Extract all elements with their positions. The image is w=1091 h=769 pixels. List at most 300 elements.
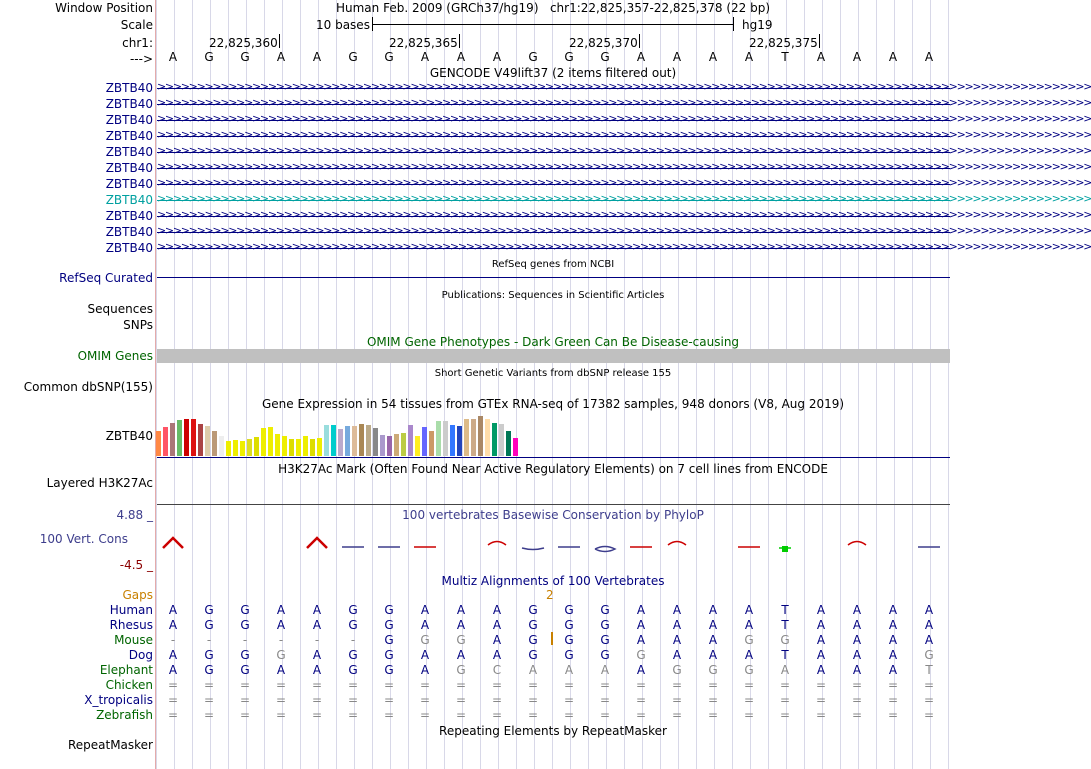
aligned-base: = bbox=[419, 708, 431, 722]
refseq-gene-line[interactable] bbox=[157, 277, 950, 278]
aligned-base: G bbox=[240, 663, 250, 677]
gtex-tissue-bar[interactable] bbox=[226, 441, 231, 456]
aligned-base: G bbox=[708, 663, 718, 677]
aligned-base: A bbox=[168, 618, 178, 632]
aligned-base: - bbox=[278, 633, 284, 647]
base-letter: A bbox=[276, 50, 286, 64]
aligned-base: G bbox=[672, 663, 682, 677]
aligned-base: C bbox=[492, 663, 502, 677]
aligned-base: A bbox=[456, 648, 466, 662]
aligned-base: A bbox=[852, 603, 862, 617]
aligned-base: = bbox=[311, 693, 323, 707]
gtex-tissue-bar[interactable] bbox=[436, 421, 441, 456]
aligned-base: = bbox=[887, 678, 899, 692]
aligned-base: A bbox=[492, 618, 502, 632]
aligned-base: A bbox=[888, 618, 898, 632]
gtex-tissue-bar[interactable] bbox=[156, 431, 161, 456]
aligned-base: = bbox=[527, 678, 539, 692]
aligned-base: A bbox=[276, 603, 286, 617]
aligned-base: A bbox=[708, 648, 718, 662]
aligned-base: A bbox=[924, 633, 934, 647]
aligned-base: = bbox=[527, 693, 539, 707]
aligned-base: A bbox=[276, 663, 286, 677]
gencode-transcript-line[interactable]: >>>>>>>>>>>>>>>>>>>>>>>>>>>>>>>>>>>>>>>>>>>>>>>>>>>>>>>>>>>>>>>>>>>>>>>>>>>>>>>>>>>>>>>>>>>>>>>>>>>>>>>>>>>>>>>>>>>>>> bbox=[157, 240, 1091, 253]
base-letter: A bbox=[924, 50, 934, 64]
gtex-tissue-bar[interactable] bbox=[191, 419, 196, 456]
base-letter: T bbox=[781, 50, 789, 64]
aligned-base: G bbox=[384, 648, 394, 662]
gencode-transcript-line[interactable]: >>>>>>>>>>>>>>>>>>>>>>>>>>>>>>>>>>>>>>>>>>>>>>>>>>>>>>>>>>>>>>>>>>>>>>>>>>>>>>>>>>>>>>>>>>>>>>>>>>>>>>>>>>>>>>>>>>>>>> bbox=[157, 96, 1091, 109]
aligned-base: A bbox=[744, 603, 754, 617]
aligned-base: G bbox=[384, 603, 394, 617]
aligned-base: A bbox=[852, 633, 862, 647]
aligned-base: A bbox=[672, 648, 682, 662]
h3k27ac-track-title: H3K27Ac Mark (Often Found Near Active Regulatory Elements) on 7 cell lines from ENCODE bbox=[278, 462, 828, 476]
aligned-base: = bbox=[455, 693, 467, 707]
aligned-base: G bbox=[204, 618, 214, 632]
gtex-tissue-bar[interactable] bbox=[254, 437, 259, 456]
window-position-label: Window Position bbox=[55, 1, 153, 15]
base-letter: G bbox=[564, 50, 574, 64]
aligned-base: A bbox=[816, 618, 826, 632]
species-label[interactable]: Elephant bbox=[99, 663, 153, 677]
base-letter: A bbox=[744, 50, 754, 64]
scale-text: 10 bases bbox=[316, 18, 370, 32]
base-letter: A bbox=[672, 50, 682, 64]
omim-label[interactable]: OMIM Genes bbox=[77, 349, 153, 363]
scale-label: Scale bbox=[120, 18, 153, 32]
aligned-base: = bbox=[851, 678, 863, 692]
aligned-base: T bbox=[781, 603, 789, 617]
refseq-track-title: RefSeq genes from NCBI bbox=[491, 259, 615, 270]
aligned-base: = bbox=[203, 693, 215, 707]
gtex-gene-line bbox=[157, 457, 950, 458]
gencode-transcript-line[interactable]: >>>>>>>>>>>>>>>>>>>>>>>>>>>>>>>>>>>>>>>>>>>>>>>>>>>>>>>>>>>>>>>>>>>>>>>>>>>>>>>>>>>>>>>>>>>>>>>>>>>>>>>>>>>>>>>>>>>>>> bbox=[157, 176, 1091, 189]
aligned-base: G bbox=[744, 663, 754, 677]
gtex-track-title: Gene Expression in 54 tissues from GTEx RNA-seq of 17382 samples, 948 donors (V8, Aug 2019) bbox=[261, 397, 845, 411]
aligned-base: G bbox=[240, 618, 250, 632]
aligned-base: - bbox=[350, 633, 356, 647]
aligned-base: = bbox=[455, 678, 467, 692]
aligned-base: A bbox=[168, 648, 178, 662]
aligned-base: G bbox=[456, 663, 466, 677]
gtex-tissue-bar[interactable] bbox=[408, 425, 413, 456]
aligned-base: = bbox=[275, 708, 287, 722]
aligned-base: = bbox=[671, 708, 683, 722]
gtex-tissue-bar[interactable] bbox=[359, 424, 364, 456]
gtex-tissue-bar[interactable] bbox=[317, 438, 322, 456]
aligned-base: G bbox=[564, 648, 574, 662]
aligned-base: A bbox=[852, 663, 862, 677]
gtex-tissue-bar[interactable] bbox=[352, 426, 357, 456]
aligned-base: = bbox=[347, 693, 359, 707]
gap-count: 2 bbox=[546, 588, 554, 602]
gtex-tissue-bar[interactable] bbox=[443, 421, 448, 456]
gtex-tissue-bar[interactable] bbox=[275, 434, 280, 456]
aligned-base: = bbox=[671, 678, 683, 692]
aligned-base: A bbox=[600, 663, 610, 677]
aligned-base: - bbox=[206, 633, 212, 647]
phylop-track-title: 100 vertebrates Basewise Conservation by PhyloP bbox=[402, 508, 704, 522]
snps-label[interactable]: SNPs bbox=[123, 318, 153, 332]
gtex-tissue-bar[interactable] bbox=[331, 425, 336, 456]
gencode-transcript-line[interactable]: >>>>>>>>>>>>>>>>>>>>>>>>>>>>>>>>>>>>>>>>>>>>>>>>>>>>>>>>>>>>>>>>>>>>>>>>>>>>>>>>>>>>>>>>>>>>>>>>>>>>>>>>>>>>>>>>>>>>>> bbox=[157, 160, 1091, 173]
gencode-transcript-line[interactable]: >>>>>>>>>>>>>>>>>>>>>>>>>>>>>>>>>>>>>>>>>>>>>>>>>>>>>>>>>>>>>>>>>>>>>>>>>>>>>>>>>>>>>>>>>>>>>>>>>>>>>>>>>>>>>>>>>>>>>> bbox=[157, 80, 1091, 93]
aligned-base: - bbox=[170, 633, 176, 647]
gtex-gene-label[interactable]: ZBTB40 bbox=[105, 429, 153, 443]
coordinate-tick bbox=[279, 34, 280, 48]
aligned-base: = bbox=[815, 693, 827, 707]
gencode-transcript-label[interactable]: ZBTB40 bbox=[105, 193, 153, 207]
aligned-base: = bbox=[239, 693, 251, 707]
aligned-base: A bbox=[744, 618, 754, 632]
aligned-base: = bbox=[311, 678, 323, 692]
aligned-base: A bbox=[852, 618, 862, 632]
gtex-tissue-bar[interactable] bbox=[184, 419, 189, 456]
aligned-base: G bbox=[204, 648, 214, 662]
phylop-score-mark bbox=[307, 538, 327, 548]
base-letter: G bbox=[240, 50, 250, 64]
aligned-base: A bbox=[276, 618, 286, 632]
gtex-tissue-bar[interactable] bbox=[338, 429, 343, 456]
aligned-base: A bbox=[636, 603, 646, 617]
aligned-base: = bbox=[635, 693, 647, 707]
aligned-base: = bbox=[563, 708, 575, 722]
scale-db: hg19 bbox=[742, 18, 773, 32]
gencode-transcript-label[interactable]: ZBTB40 bbox=[105, 113, 153, 127]
aligned-base: G bbox=[348, 648, 358, 662]
gtex-tissue-bar[interactable] bbox=[268, 427, 273, 456]
aligned-base: A bbox=[312, 663, 322, 677]
aligned-base: = bbox=[707, 678, 719, 692]
aligned-base: A bbox=[816, 648, 826, 662]
aligned-base: G bbox=[348, 603, 358, 617]
gtex-tissue-bar[interactable] bbox=[366, 425, 371, 456]
gtex-tissue-bar[interactable] bbox=[163, 427, 168, 456]
gtex-tissue-bar[interactable] bbox=[205, 426, 210, 456]
aligned-base: G bbox=[348, 618, 358, 632]
gtex-tissue-bar[interactable] bbox=[492, 423, 497, 456]
species-label[interactable]: Rhesus bbox=[109, 618, 153, 632]
scale-bar bbox=[372, 24, 733, 25]
aligned-base: A bbox=[456, 618, 466, 632]
gtex-tissue-bar[interactable] bbox=[457, 426, 462, 456]
aligned-base: = bbox=[743, 678, 755, 692]
aligned-base: A bbox=[708, 603, 718, 617]
gencode-transcript-line[interactable]: >>>>>>>>>>>>>>>>>>>>>>>>>>>>>>>>>>>>>>>>>>>>>>>>>>>>>>>>>>>>>>>>>>>>>>>>>>>>>>>>>>>>>>>>>>>>>>>>>>>>>>>>>>>>>>>>>>>>>> bbox=[157, 112, 1091, 125]
aligned-base: G bbox=[600, 603, 610, 617]
aligned-base: G bbox=[636, 648, 646, 662]
species-label[interactable]: Human bbox=[109, 603, 153, 617]
coordinate-label: 22,825,375 bbox=[749, 36, 818, 50]
gencode-track-title: GENCODE V49lift37 (2 items filtered out) bbox=[429, 66, 677, 80]
coordinate-label: 22,825,365 bbox=[389, 36, 458, 50]
aligned-base: G bbox=[744, 633, 754, 647]
omim-gene-bar[interactable] bbox=[157, 349, 950, 363]
species-label[interactable]: Chicken bbox=[105, 678, 153, 692]
aligned-base: A bbox=[420, 603, 430, 617]
cons-label[interactable]: 100 Vert. Cons bbox=[39, 532, 128, 546]
aligned-base: G bbox=[240, 648, 250, 662]
base-letter: A bbox=[888, 50, 898, 64]
aligned-base: = bbox=[815, 678, 827, 692]
aligned-base: = bbox=[779, 693, 791, 707]
aligned-base: T bbox=[781, 618, 789, 632]
aligned-base: A bbox=[420, 618, 430, 632]
species-label[interactable]: Zebrafish bbox=[96, 708, 153, 722]
aligned-base: = bbox=[779, 708, 791, 722]
gencode-transcript-line[interactable]: >>>>>>>>>>>>>>>>>>>>>>>>>>>>>>>>>>>>>>>>>>>>>>>>>>>>>>>>>>>>>>>>>>>>>>>>>>>>>>>>>>>>>>>>>>>>>>>>>>>>>>>>>>>>>>>>>>>>>> bbox=[157, 192, 1091, 205]
sequences-label[interactable]: Sequences bbox=[87, 302, 153, 316]
gencode-transcript-label[interactable]: ZBTB40 bbox=[105, 145, 153, 159]
chr-label: chr1: bbox=[122, 36, 153, 50]
aligned-base: A bbox=[492, 648, 502, 662]
species-label[interactable]: X_tropicalis bbox=[84, 693, 153, 707]
coordinate-tick bbox=[639, 34, 640, 48]
aligned-base: A bbox=[888, 648, 898, 662]
gencode-transcript-label[interactable]: ZBTB40 bbox=[105, 161, 153, 175]
gtex-tissue-bar[interactable] bbox=[499, 424, 504, 456]
aligned-base: G bbox=[924, 648, 934, 662]
aligned-base: G bbox=[348, 663, 358, 677]
aligned-base: = bbox=[167, 678, 179, 692]
aligned-base: = bbox=[923, 708, 935, 722]
aligned-base: A bbox=[168, 603, 178, 617]
aligned-base: G bbox=[420, 633, 430, 647]
aligned-base: = bbox=[383, 678, 395, 692]
aligned-base: T bbox=[781, 648, 789, 662]
gtex-tissue-bar[interactable] bbox=[422, 427, 427, 456]
gencode-transcript-label[interactable]: ZBTB40 bbox=[105, 225, 153, 239]
aligned-base: = bbox=[887, 708, 899, 722]
aligned-base: A bbox=[780, 663, 790, 677]
phylop-score-mark bbox=[488, 542, 506, 546]
aligned-base: = bbox=[275, 678, 287, 692]
aligned-base: = bbox=[527, 708, 539, 722]
aligned-base: G bbox=[456, 633, 466, 647]
repeatmasker-label[interactable]: RepeatMasker bbox=[67, 738, 153, 752]
gtex-tissue-bar[interactable] bbox=[310, 439, 315, 456]
aligned-base: A bbox=[924, 603, 934, 617]
aligned-base: A bbox=[744, 648, 754, 662]
gtex-tissue-bar[interactable] bbox=[247, 439, 252, 456]
gtex-tissue-bar[interactable] bbox=[233, 440, 238, 456]
common-dbsnp-label[interactable]: Common dbSNP(155) bbox=[23, 380, 153, 394]
gtex-tissue-bar[interactable] bbox=[471, 419, 476, 456]
base-letter: A bbox=[420, 50, 430, 64]
gtex-tissue-bar[interactable] bbox=[303, 436, 308, 456]
species-label[interactable]: Dog bbox=[128, 648, 153, 662]
aligned-base: G bbox=[600, 648, 610, 662]
gtex-tissue-bar[interactable] bbox=[373, 428, 378, 456]
aligned-base: A bbox=[420, 648, 430, 662]
base-letter: A bbox=[168, 50, 178, 64]
aligned-base: A bbox=[312, 648, 322, 662]
gtex-tissue-bar[interactable] bbox=[478, 416, 483, 456]
aligned-base: G bbox=[528, 633, 538, 647]
aligned-base: A bbox=[492, 633, 502, 647]
phylop-score-mark bbox=[163, 538, 183, 548]
aligned-base: = bbox=[347, 708, 359, 722]
aligned-base: = bbox=[599, 678, 611, 692]
gtex-tissue-bar[interactable] bbox=[177, 420, 182, 456]
gtex-tissue-bar[interactable] bbox=[464, 419, 469, 456]
aligned-base: G bbox=[564, 603, 574, 617]
gtex-tissue-bar[interactable] bbox=[387, 436, 392, 456]
gtex-tissue-bar[interactable] bbox=[170, 423, 175, 456]
refseq-label[interactable]: RefSeq Curated bbox=[59, 271, 153, 285]
aligned-base: = bbox=[923, 678, 935, 692]
gencode-transcript-label[interactable]: ZBTB40 bbox=[105, 209, 153, 223]
aligned-base: A bbox=[672, 618, 682, 632]
aligned-base: A bbox=[672, 633, 682, 647]
gtex-tissue-bar[interactable] bbox=[401, 433, 406, 456]
gencode-transcript-label[interactable]: ZBTB40 bbox=[105, 241, 153, 255]
aligned-base: = bbox=[635, 678, 647, 692]
gtex-tissue-bar[interactable] bbox=[219, 436, 224, 456]
base-letter: A bbox=[312, 50, 322, 64]
aligned-base: = bbox=[563, 678, 575, 692]
aligned-base: A bbox=[168, 663, 178, 677]
base-letter: A bbox=[816, 50, 826, 64]
aligned-base: A bbox=[888, 603, 898, 617]
gencode-transcript-label[interactable]: ZBTB40 bbox=[105, 129, 153, 143]
species-label[interactable]: Mouse bbox=[114, 633, 153, 647]
cons-max: 4.88 _ bbox=[116, 508, 153, 522]
gtex-tissue-bar[interactable] bbox=[240, 441, 245, 456]
aligned-base: A bbox=[672, 603, 682, 617]
aligned-base: G bbox=[528, 603, 538, 617]
base-letter: G bbox=[600, 50, 610, 64]
gtex-tissue-bar[interactable] bbox=[289, 439, 294, 456]
aligned-base: G bbox=[600, 618, 610, 632]
gtex-tissue-bar[interactable] bbox=[429, 431, 434, 456]
aligned-base: = bbox=[851, 693, 863, 707]
aligned-base: = bbox=[599, 708, 611, 722]
gtex-tissue-bar[interactable] bbox=[345, 426, 350, 456]
aligned-base: = bbox=[491, 678, 503, 692]
insertion-marker bbox=[551, 632, 553, 645]
rmsk-track-title: Repeating Elements by RepeatMasker bbox=[439, 724, 667, 738]
gaps-label: Gaps bbox=[122, 588, 153, 602]
phylop-highlight-mark bbox=[782, 546, 788, 552]
gencode-transcript-label[interactable]: ZBTB40 bbox=[105, 97, 153, 111]
aligned-base: A bbox=[312, 603, 322, 617]
aligned-base: = bbox=[203, 678, 215, 692]
base-letter: A bbox=[492, 50, 502, 64]
aligned-base: = bbox=[275, 693, 287, 707]
base-letter: A bbox=[852, 50, 862, 64]
aligned-base: A bbox=[924, 618, 934, 632]
gtex-tissue-bar[interactable] bbox=[296, 439, 301, 456]
aligned-base: G bbox=[528, 618, 538, 632]
gtex-tissue-bar[interactable] bbox=[415, 436, 420, 456]
base-letter: A bbox=[456, 50, 466, 64]
aligned-base: G bbox=[204, 663, 214, 677]
aligned-base: = bbox=[851, 708, 863, 722]
gencode-transcript-line[interactable]: >>>>>>>>>>>>>>>>>>>>>>>>>>>>>>>>>>>>>>>>>>>>>>>>>>>>>>>>>>>>>>>>>>>>>>>>>>>>>>>>>>>>>>>>>>>>>>>>>>>>>>>>>>>>>>>>>>>>>> bbox=[157, 128, 1091, 141]
coordinate-tick bbox=[819, 34, 820, 48]
coordinate-label: 22,825,370 bbox=[569, 36, 638, 50]
aligned-base: A bbox=[456, 603, 466, 617]
aligned-base: A bbox=[816, 663, 826, 677]
aligned-base: = bbox=[491, 693, 503, 707]
aligned-base: = bbox=[167, 708, 179, 722]
aligned-base: = bbox=[707, 708, 719, 722]
h3k27ac-baseline bbox=[157, 504, 950, 505]
aligned-base: A bbox=[420, 663, 430, 677]
aligned-base: = bbox=[491, 708, 503, 722]
aligned-base: = bbox=[347, 678, 359, 692]
scale-right-tick bbox=[733, 17, 734, 31]
phylop-score-mark bbox=[848, 542, 866, 546]
gtex-tissue-bar[interactable] bbox=[506, 431, 511, 456]
aligned-base: A bbox=[636, 618, 646, 632]
aligned-base: = bbox=[923, 693, 935, 707]
window-position bbox=[156, 1, 950, 15]
phylop-score-mark bbox=[668, 542, 686, 546]
gtex-tissue-bar[interactable] bbox=[394, 434, 399, 456]
assembly-text: Human Feb. 2009 (GRCh37/hg19) bbox=[335, 1, 539, 15]
gtex-tissue-bar[interactable] bbox=[282, 436, 287, 456]
aligned-base: G bbox=[204, 603, 214, 617]
gtex-tissue-bar[interactable] bbox=[324, 425, 329, 456]
gencode-transcript-line[interactable]: >>>>>>>>>>>>>>>>>>>>>>>>>>>>>>>>>>>>>>>>>>>>>>>>>>>>>>>>>>>>>>>>>>>>>>>>>>>>>>>>>>>>>>>>>>>>>>>>>>>>>>>>>>>>>>>>>>>>>> bbox=[157, 144, 1091, 157]
aligned-base: A bbox=[636, 663, 646, 677]
aligned-base: A bbox=[708, 633, 718, 647]
gencode-transcript-label[interactable]: ZBTB40 bbox=[105, 177, 153, 191]
aligned-base: T bbox=[925, 663, 933, 677]
gencode-transcript-line[interactable]: >>>>>>>>>>>>>>>>>>>>>>>>>>>>>>>>>>>>>>>>>>>>>>>>>>>>>>>>>>>>>>>>>>>>>>>>>>>>>>>>>>>>>>>>>>>>>>>>>>>>>>>>>>>>>>>>>>>>>> bbox=[157, 208, 1091, 221]
aligned-base: G bbox=[780, 633, 790, 647]
aligned-base: G bbox=[384, 663, 394, 677]
gtex-tissue-bar[interactable] bbox=[261, 428, 266, 456]
base-letter: G bbox=[528, 50, 538, 64]
phylop-graph[interactable] bbox=[156, 528, 950, 568]
coordinate-label: 22,825,360 bbox=[209, 36, 278, 50]
aligned-base: = bbox=[743, 693, 755, 707]
strand-arrow: ---> bbox=[129, 52, 153, 66]
aligned-base: A bbox=[492, 603, 502, 617]
h3k27ac-label[interactable]: Layered H3K27Ac bbox=[46, 476, 153, 490]
aligned-base: = bbox=[635, 708, 647, 722]
aligned-base: = bbox=[671, 693, 683, 707]
gtex-tissue-bar[interactable] bbox=[450, 425, 455, 456]
gencode-transcript-label[interactable]: ZBTB40 bbox=[105, 81, 153, 95]
gtex-tissue-bar[interactable] bbox=[513, 438, 518, 456]
aligned-base: G bbox=[528, 648, 538, 662]
position-text: chr1:22,825,357-22,825,378 (22 bp) bbox=[549, 1, 771, 15]
gencode-transcript-line[interactable]: >>>>>>>>>>>>>>>>>>>>>>>>>>>>>>>>>>>>>>>>>>>>>>>>>>>>>>>>>>>>>>>>>>>>>>>>>>>>>>>>>>>>>>>>>>>>>>>>>>>>>>>>>>>>>>>>>>>>>> bbox=[157, 224, 1091, 237]
gtex-tissue-bar[interactable] bbox=[380, 435, 385, 456]
aligned-base: A bbox=[816, 603, 826, 617]
aligned-base: = bbox=[707, 693, 719, 707]
aligned-base: A bbox=[888, 663, 898, 677]
aligned-base: = bbox=[887, 693, 899, 707]
aligned-base: = bbox=[419, 693, 431, 707]
gtex-tissue-bar[interactable] bbox=[485, 419, 490, 456]
aligned-base: = bbox=[779, 678, 791, 692]
aligned-base: G bbox=[564, 633, 574, 647]
aligned-base: G bbox=[276, 648, 286, 662]
aligned-base: = bbox=[455, 708, 467, 722]
cons-min: -4.5 _ bbox=[119, 558, 153, 572]
aligned-base: - bbox=[314, 633, 320, 647]
gtex-tissue-bar[interactable] bbox=[198, 424, 203, 456]
aligned-base: = bbox=[239, 708, 251, 722]
base-letter: G bbox=[348, 50, 358, 64]
gtex-tissue-bar[interactable] bbox=[212, 431, 217, 456]
